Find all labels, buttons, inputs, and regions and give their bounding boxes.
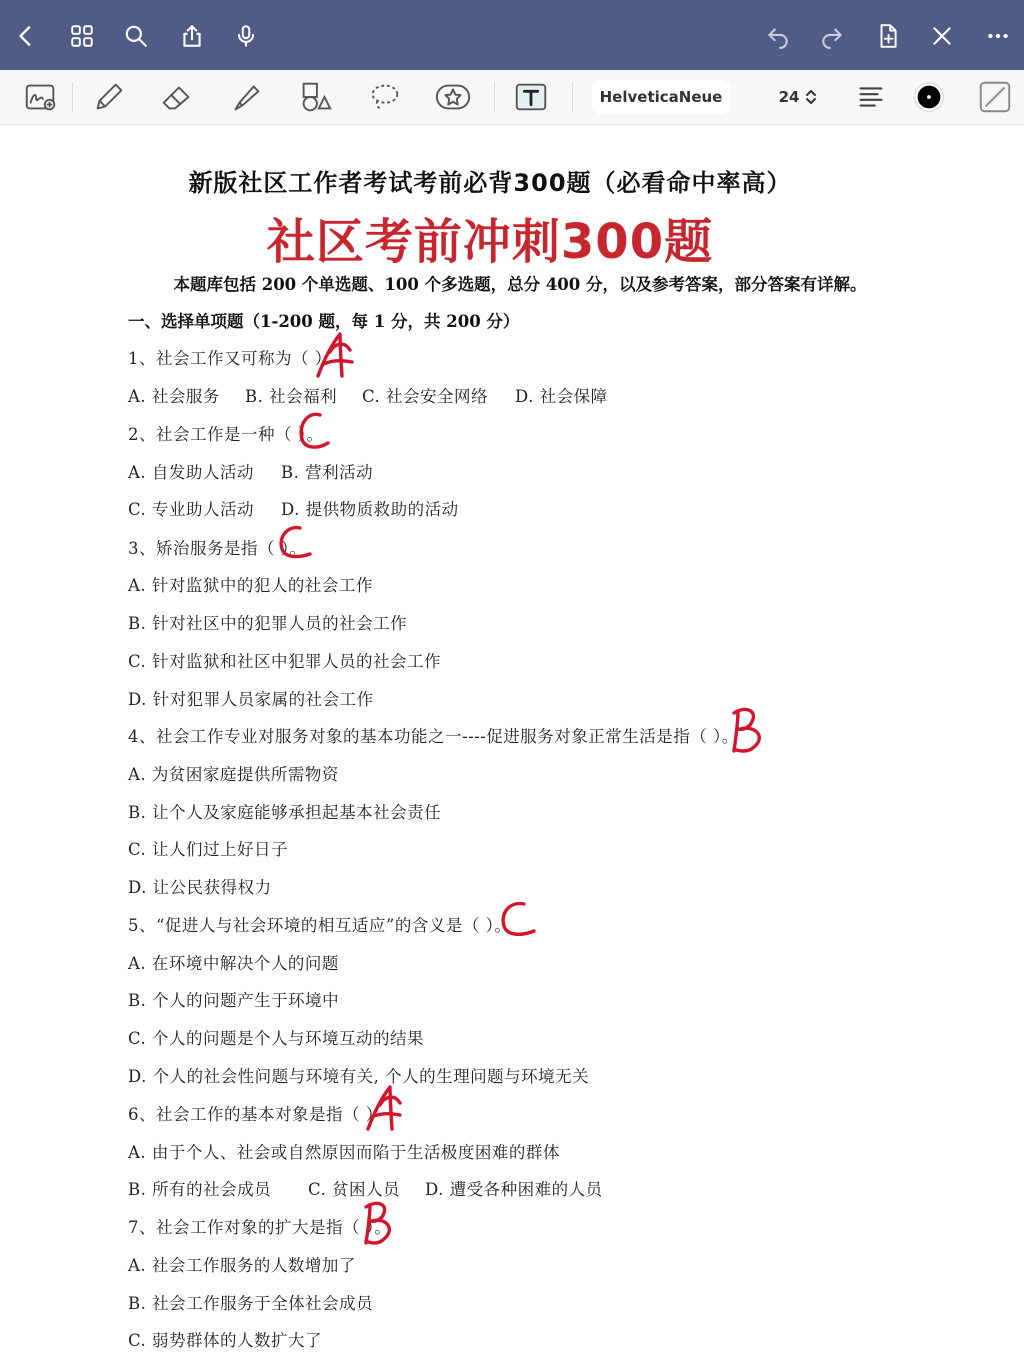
color-swatch-icon[interactable]	[910, 77, 948, 117]
option: B. 所有的社会成员	[128, 1180, 272, 1199]
text-tool-icon[interactable]	[512, 77, 550, 117]
option: C. 贫困人员	[308, 1180, 401, 1199]
microphone-icon[interactable]	[230, 20, 262, 52]
option: B. 社会福利	[245, 387, 338, 406]
redo-icon[interactable]	[816, 20, 848, 52]
option: D. 让公民获得权力	[128, 878, 272, 897]
sticker-icon[interactable]	[434, 77, 472, 117]
handwritten-answer-a	[310, 330, 360, 382]
handwritten-answer-a	[360, 1083, 406, 1135]
question-1-options	[128, 383, 608, 407]
highlighter-icon[interactable]	[228, 77, 266, 117]
option: A. 针对监狱中的犯人的社会工作	[128, 576, 373, 595]
question-6: 6、社会工作的基本对象是指（ ）	[128, 1105, 383, 1124]
font-family-selector[interactable]: HelveticaNeue	[592, 80, 730, 114]
option: B. 营利活动	[281, 463, 374, 482]
question-2: 2、社会工作是一种（ ）。	[128, 425, 324, 444]
section-heading: 一、选择单项题（1-200 题，每 1 分，共 200 分）	[128, 312, 520, 331]
option: D. 针对犯罪人员家属的社会工作	[128, 690, 374, 709]
option: D. 社会保障	[515, 387, 608, 406]
font-size-selector[interactable]	[766, 80, 830, 114]
option: B. 社会工作服务于全体社会成员	[128, 1294, 374, 1313]
question-4: 4、社会工作专业对服务对象的基本功能之一----促进服务对象正常生活是指（ ）。	[128, 727, 739, 746]
question-7: 7、社会工作对象的扩大是指（ ）。	[128, 1218, 392, 1237]
option: B. 针对社区中的犯罪人员的社会工作	[128, 614, 408, 633]
option: A. 由于个人、社会或自然原因而陷于生活极度困难的群体	[128, 1143, 560, 1162]
pen-icon[interactable]	[90, 77, 128, 117]
option: D. 提供物质救助的活动	[281, 500, 459, 519]
option: D. 遭受各种困难的人员	[425, 1180, 603, 1199]
option: C. 针对监狱和社区中犯罪人员的社会工作	[128, 652, 442, 671]
more-icon[interactable]	[982, 20, 1014, 52]
grid-icon[interactable]	[66, 20, 98, 52]
undo-icon[interactable]	[762, 20, 794, 52]
option: C. 让人们过上好日子	[128, 840, 289, 859]
document-intro: 本题库包括 200 个单选题、100 个多选题，总分 400 分，以及参考答案，部分答案有详解。	[173, 275, 867, 294]
option: C. 社会安全网络	[362, 387, 489, 406]
question-5: 5、“促进人与社会环境的相互适应”的含义是（ ）。	[128, 916, 512, 935]
option: C. 个人的问题是个人与环境互动的结果	[128, 1029, 425, 1048]
option: B. 让个人及家庭能够承担起基本社会责任	[128, 803, 442, 822]
top-navigation-bar	[0, 0, 1024, 70]
option: C. 弱势群体的人数扩大了	[128, 1331, 323, 1350]
document-banner: 社区考前冲刺300题	[266, 214, 714, 270]
option: C. 专业助人活动	[128, 500, 255, 519]
option: A. 为贫困家庭提供所需物资	[128, 765, 339, 784]
document-title: 新版社区工作者考试考前必背300题（必看命中率高）	[188, 169, 792, 197]
option: D. 个人的社会性问题与环境有关, 个人的生理问题与环境无关	[128, 1067, 590, 1086]
pen-style-icon[interactable]	[976, 77, 1014, 117]
handwritten-answer-c	[276, 523, 316, 563]
option: A. 社会服务	[128, 387, 220, 406]
scribble-mode-icon[interactable]	[22, 77, 60, 117]
lasso-icon[interactable]	[366, 77, 404, 117]
question-2-options	[128, 459, 373, 483]
option: A. 自发助人活动	[128, 463, 254, 482]
question-1: 1、社会工作又可称为（ ）	[128, 349, 332, 368]
font-size-value: 24	[778, 88, 800, 106]
option: A. 社会工作服务的人数增加了	[128, 1256, 356, 1275]
share-icon[interactable]	[176, 20, 208, 52]
align-icon[interactable]	[852, 77, 890, 117]
option: A. 在环境中解决个人的问题	[128, 954, 339, 973]
handwritten-answer-c	[294, 409, 334, 453]
option: B. 个人的问题产生于环境中	[128, 991, 340, 1010]
handwritten-answer-b	[726, 703, 770, 755]
handwritten-answer-c	[498, 899, 540, 941]
chevron-up-down-icon	[805, 89, 817, 105]
close-icon[interactable]	[926, 20, 958, 52]
question-2-options-2	[128, 496, 459, 520]
document-page[interactable]	[0, 125, 1024, 1366]
handwritten-answer-b	[358, 1197, 400, 1247]
shapes-icon[interactable]	[296, 77, 334, 117]
question-3: 3、矫治服务是指（ ）。	[128, 539, 307, 558]
eraser-icon[interactable]	[158, 77, 196, 117]
add-page-icon[interactable]	[872, 20, 904, 52]
search-icon[interactable]	[120, 20, 152, 52]
back-icon[interactable]	[10, 20, 42, 52]
